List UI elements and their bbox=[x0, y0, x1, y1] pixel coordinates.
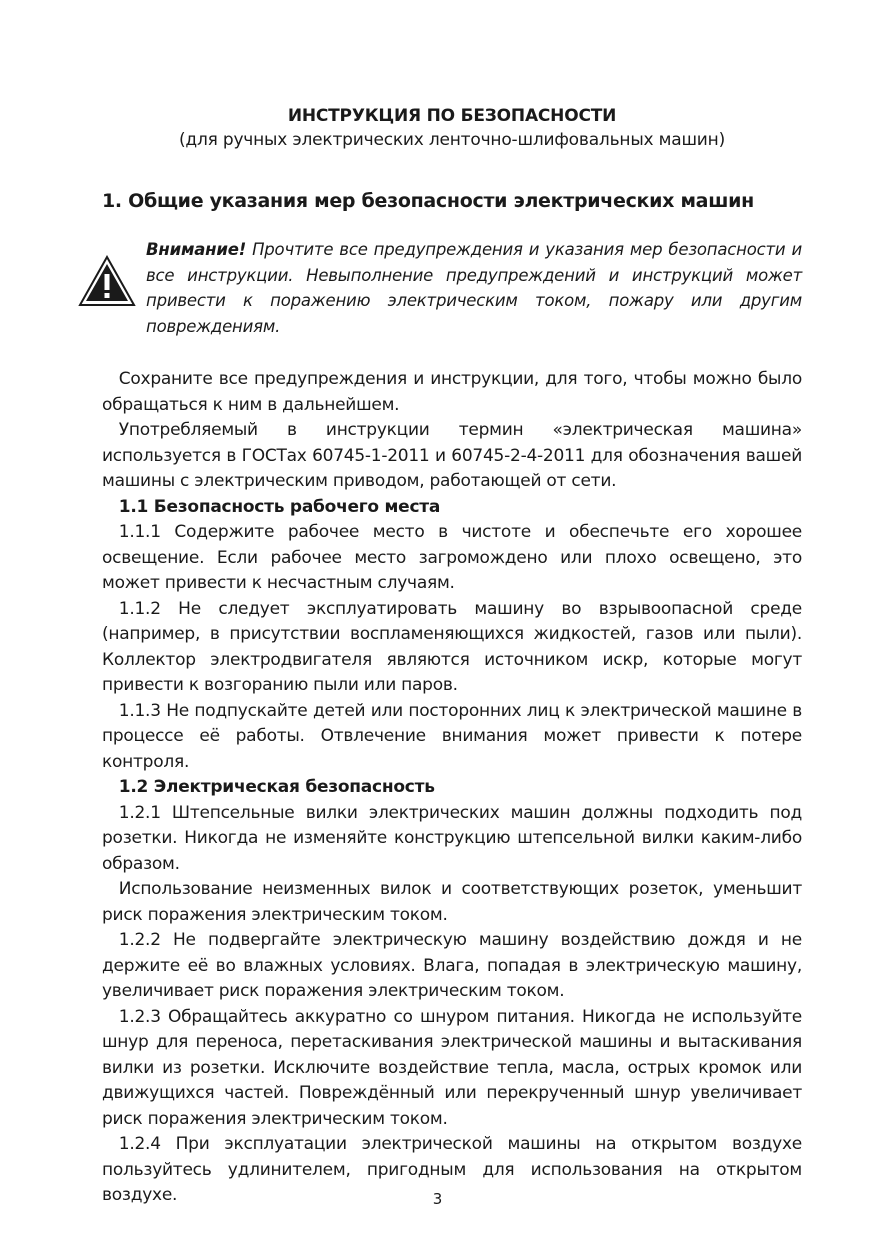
paragraph-1-2-1: 1.2.1 Штепсельные вилки электрических машин должны подходить под розетки. Никогда не изменяйте конструкцию штепсельной вилки каким-либо образом. bbox=[102, 802, 802, 874]
document-page bbox=[102, 104, 802, 1209]
paragraph-2: Употребляемый в инструкции термин «электрическая машина» используется в ГОСТах 60745-1-2011 и 60745-2-4-2011 для обозначения вашей машины с электрическим приводом, работающей от сети. bbox=[102, 420, 802, 491]
paragraph-1-2-2: 1.2.2 Не подвергайте электрическую машину воздействию дождя и не держите её во влажных условиях. Влага, попадая в электрическую машину, увеличивает риск поражения электрическим током. bbox=[102, 930, 802, 1001]
paragraph-1-1-1: 1.1.1 Содержите рабочее место в чистоте и обеспечьте его хорошее освещение. Если рабочее место загромождено или плохо освещено, это может привести к несчастным случаям. bbox=[102, 522, 802, 593]
document-title: ИНСТРУКЦИЯ ПО БЕЗОПАСНОСТИ bbox=[287, 106, 617, 126]
paragraph-1-2-3: 1.2.3 Обращайтесь аккуратно со шнуром питания. Никогда не используйте шнур для переноса, перетаскивания электрической машины и вытаскивания вилки из розетки. Исключите воздействие тепла, масла, острых кромок или движущихся частей. Повреждённый или перекрученный шнур увеличивает риск поражения электрическим током. bbox=[102, 1006, 802, 1129]
paragraph-1-2-4: 1.2.4 При эксплуатации электрической машины на открытом воздухе пользуйтесь удлинителем, пригодным для использования на открытом воздухе. bbox=[102, 1134, 802, 1205]
warning-text bbox=[146, 237, 802, 339]
paragraph-1-2-1-note: Использование неизменных вилок и соответствующих розеток, уменьшит риск поражения электрическим током. bbox=[102, 879, 802, 925]
paragraph-1-1-2: 1.1.2 Не следует эксплуатировать машину во взрывоопасной среде (например, в присутствии воспламеняющихся жидкостей, газов или пыли). Коллектор электродвигателя являются источником искр, которые могут привести к возгоранию пыли или паров. bbox=[102, 598, 802, 695]
document-body bbox=[102, 367, 802, 1209]
subsection-heading-1-1: 1.1 Безопасность рабочего места bbox=[118, 496, 441, 517]
warning-label: Внимание! bbox=[146, 240, 247, 259]
document-subtitle: (для ручных электрических ленточно-шлифовальных машин) bbox=[178, 130, 726, 150]
warning-triangle-icon bbox=[78, 255, 136, 307]
paragraph-1: Сохраните все предупреждения и инструкции, для того, чтобы можно было обращаться к ним в дальнейшем. bbox=[102, 369, 802, 415]
warning-body: Прочтите все предупреждения и указания мер безопасности и все инструкции. Невыполнение предупреждений и инструкций может привести к поражению электрическим током, пожару или другим повреждениям. bbox=[146, 240, 802, 336]
section-heading: 1. Общие указания мер безопасности электрических машин bbox=[102, 190, 754, 212]
warning-block bbox=[102, 237, 802, 337]
paragraph-1-1-3: 1.1.3 Не подпускайте детей или посторонних лиц к электрической машине в процессе её работы. Отвлечение внимания может привести к потере контроля. bbox=[102, 700, 802, 772]
subsection-heading-1-2: 1.2 Электрическая безопасность bbox=[118, 777, 435, 797]
page-number: 3 bbox=[432, 1190, 443, 1208]
